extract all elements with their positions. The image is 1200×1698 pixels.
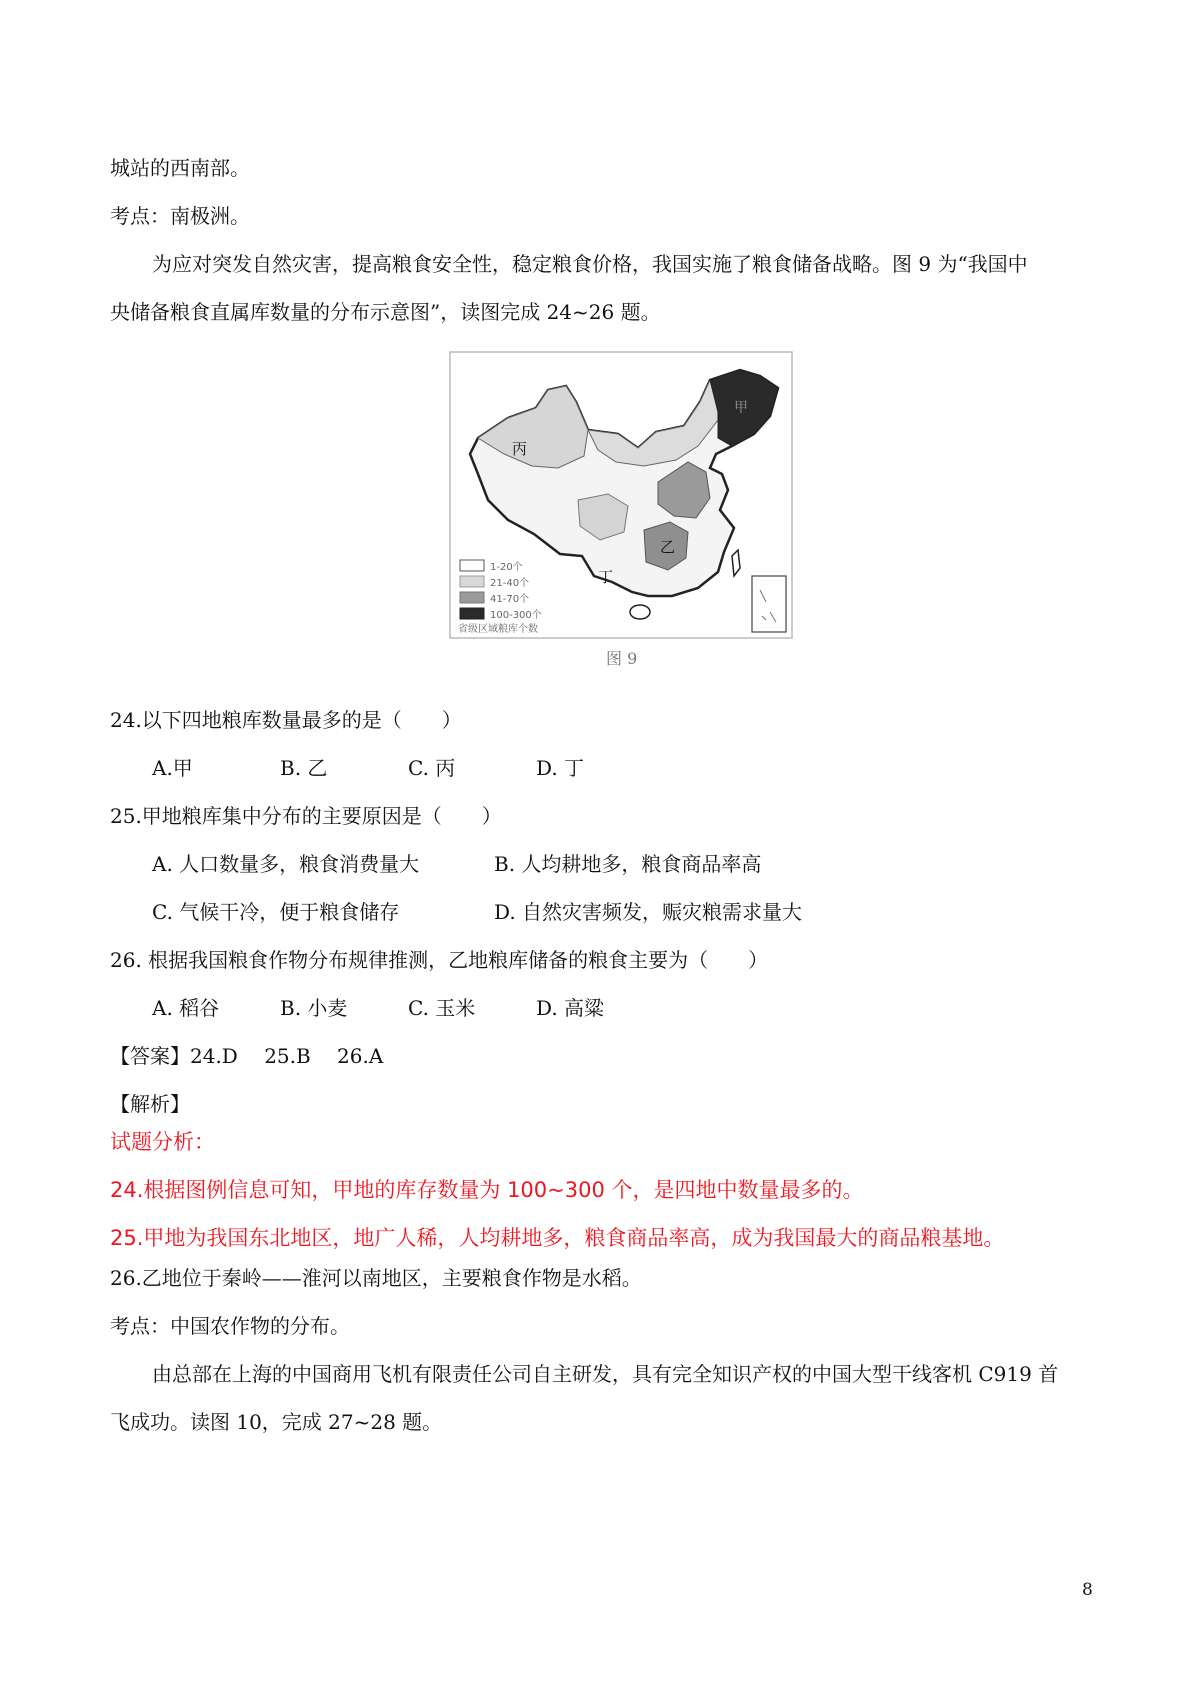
q26-option-b: B. 小麦 (280, 996, 348, 1020)
analysis-24: 24.根据图例信息可知，甲地的库存数量为 100~300 个，是四地中数量最多的。 (110, 1178, 864, 1202)
question-26: 26. 根据我国粮食作物分布规律推测，乙地粮库储备的粮食主要为（ ） (110, 948, 769, 972)
south-sea-inset (752, 576, 786, 632)
figure-caption: 图 9 (606, 649, 638, 668)
intro-line-1: 为应对突发自然灾害，提高粮食安全性，稳定粮食价格，我国实施了粮食储备战略。图 9 为“我国中 (152, 252, 1028, 276)
legend-label-2: 21-40个 (490, 578, 530, 589)
analysis-26: 26.乙地位于秦岭——淮河以南地区，主要粮食作物是水稻。 (110, 1266, 642, 1290)
page-number: 8 (1082, 1580, 1093, 1600)
analysis-heading: 试题分析： (110, 1130, 215, 1154)
map-figure (448, 350, 794, 640)
legend-swatch-1 (460, 560, 484, 571)
legend-label-1: 1-20个 (490, 562, 523, 573)
next-intro-line-2: 飞成功。读图 10，完成 27~28 题。 (110, 1410, 443, 1434)
q24-option-a: A.甲 (152, 756, 193, 780)
legend-swatch-2 (460, 576, 484, 587)
q24-option-c: C. 丙 (408, 756, 456, 780)
question-25: 25.甲地粮库集中分布的主要原因是（ ） (110, 804, 502, 828)
analysis-label: 【解析】 (110, 1092, 190, 1116)
q25-option-b: B. 人均耕地多，粮食商品率高 (494, 852, 762, 876)
analysis-25: 25.甲地为我国东北地区，地广人稀，人均耕地多，粮食商品率高，成为我国最大的商品粮基地。 (110, 1226, 1005, 1250)
text-line: 城站的西南部。 (110, 156, 250, 180)
q25-option-a: A. 人口数量多，粮食消费量大 (152, 852, 420, 876)
legend-swatch-4 (460, 608, 484, 619)
next-intro-line-1: 由总部在上海的中国商用飞机有限责任公司自主研发，具有完全知识产权的中国大型干线客机 C919 首 (152, 1362, 1059, 1386)
q24-option-d: D. 丁 (536, 756, 585, 780)
intro-line-2: 央储备粮食直属库数量的分布示意图”，读图完成 24~26 题。 (110, 300, 661, 324)
region-label-bing: 丙 (512, 440, 528, 458)
question-24: 24.以下四地粮库数量最多的是（ ） (110, 708, 462, 732)
q26-option-c: C. 玉米 (408, 996, 476, 1020)
q26-option-d: D. 高粱 (536, 996, 605, 1020)
legend-label-4: 100-300个 (490, 610, 542, 621)
china-granary-map (448, 350, 794, 640)
q26-option-a: A. 稻谷 (152, 996, 220, 1020)
answer-line: 【答案】24.D 25.B 26.A (110, 1044, 384, 1068)
q24-option-b: B. 乙 (280, 756, 328, 780)
legend-label-3: 41-70个 (490, 594, 530, 605)
kaodian-line: 考点：南极洲。 (110, 204, 250, 228)
q25-option-c: C. 气候干冷，便于粮食储存 (152, 900, 400, 924)
q25-option-d: D. 自然灾害频发，赈灾粮需求量大 (494, 900, 803, 924)
legend-title: 省级区域粮库个数 (458, 624, 538, 635)
region-label-yi: 乙 (660, 538, 676, 556)
region-label-jia: 甲 (734, 400, 748, 416)
hainan-island (630, 605, 650, 619)
region-label-ding: 丁 (598, 568, 614, 586)
kaodian-line-2: 考点：中国农作物的分布。 (110, 1314, 350, 1338)
legend-swatch-3 (460, 592, 484, 603)
